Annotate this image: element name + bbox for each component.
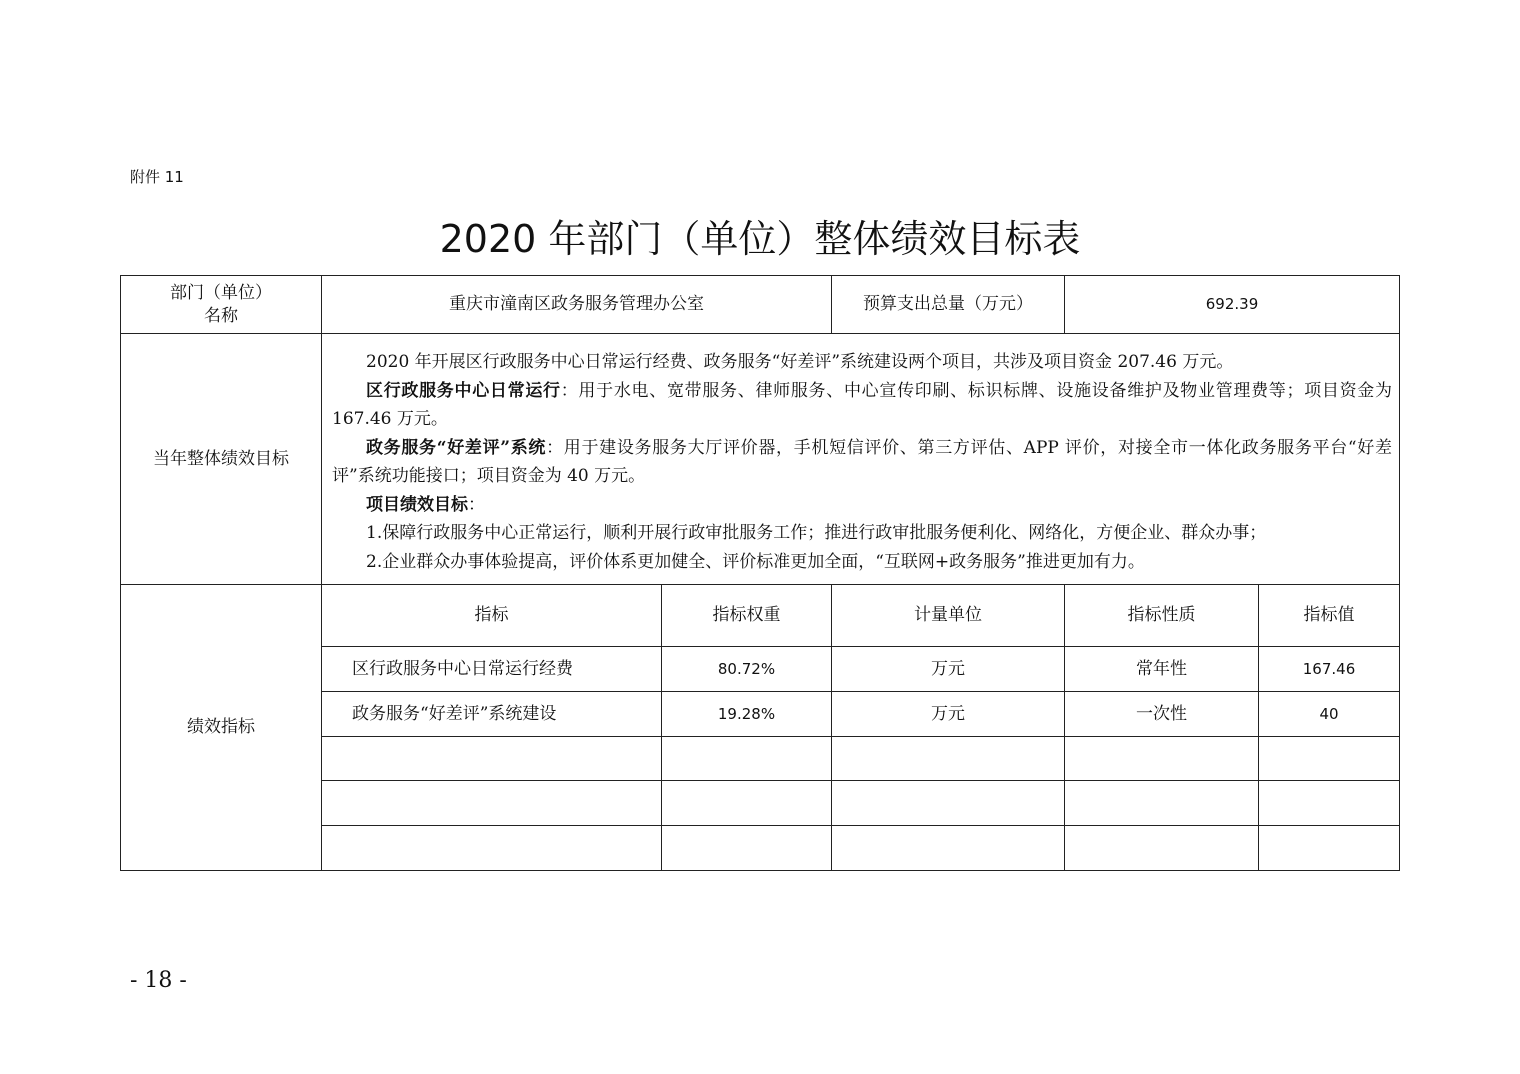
indicator-weight: 80.72% <box>717 659 776 678</box>
goal-item-rating-system <box>332 434 1392 491</box>
column-header-unit: 计量单位 <box>914 605 982 626</box>
indicator-unit: 万元 <box>931 703 965 724</box>
indicator-value: 40 <box>1319 704 1339 723</box>
column-header-indicator: 指标 <box>474 605 509 626</box>
row-divider <box>321 825 1400 826</box>
project-goals-heading <box>332 491 1392 520</box>
row-divider <box>321 780 1400 781</box>
indicator-weight: 19.28% <box>717 704 776 723</box>
project-goals-title: 项目绩效目标 <box>366 494 468 515</box>
indicator-nature: 常年性 <box>1136 658 1187 679</box>
annual-goal-label: 当年整体绩效目标 <box>153 448 289 469</box>
column-header-nature: 指标性质 <box>1127 605 1196 626</box>
goal-item-rating-system-title: 政务服务“好差评”系统 <box>366 437 547 458</box>
indicator-name: 政务服务“好差评”系统建设 <box>352 703 557 724</box>
indicator-name: 区行政服务中心日常运行经费 <box>352 658 573 679</box>
project-goal-2: 2.企业群众办事体验提高，评价体系更加健全、评价标准更加全面，“互联网+政务服务”推进更加有力。 <box>366 551 1145 572</box>
dept-name-label <box>121 276 321 333</box>
goal-item-operation <box>332 377 1392 434</box>
column-header-weight: 指标权重 <box>712 605 781 626</box>
dept-name-value: 重庆市潼南区政务服务管理办公室 <box>449 294 704 315</box>
dept-name-label-line1: 部门（单位） <box>170 282 272 303</box>
indicator-nature: 一次性 <box>1136 703 1187 724</box>
goal-intro: 2020 年开展区行政服务中心日常运行经费、政务服务“好差评”系统建设两个项目，共涉及项目资金 207.46 万元。 <box>366 352 1234 372</box>
project-goal-1: 1.保障行政服务中心正常运行，顺利开展行政审批服务工作；推进行政审批服务便利化、网络化，方便企业、群众办事； <box>366 523 1267 543</box>
column-divider <box>321 275 322 871</box>
annual-goal-content <box>332 348 1392 576</box>
page-number: - 18 - <box>130 968 187 993</box>
document-title: 2020 年部门（单位）整体绩效目标表 <box>439 217 1081 261</box>
project-goals-colon: ： <box>468 494 485 515</box>
row-divider <box>321 736 1400 737</box>
indicator-unit: 万元 <box>931 658 965 679</box>
goal-item-operation-title: 区行政服务中心日常运行 <box>366 380 561 401</box>
attachment-label: 附件 11 <box>130 168 184 186</box>
budget-value: 692.39 <box>1205 295 1259 314</box>
column-header-value: 指标值 <box>1303 605 1355 626</box>
indicator-value: 167.46 <box>1302 659 1356 678</box>
dept-name-label-line2: 名称 <box>204 305 238 326</box>
goal-item-rating-system-body: ：用于建设务服务大厅评价器，手机短信评价、第三方评估、APP 评价，对接全市一体化政务服务平台“好差评”系统功能接口；项目资金为 40 万元。 <box>332 437 1392 486</box>
goal-item-operation-body: ：用于水电、宽带服务、律师服务、中心宣传印刷、标识标牌、设施设备维护及物业管理费等；项目资金为 167.46 万元。 <box>332 380 1393 429</box>
indicators-label: 绩效指标 <box>187 717 255 738</box>
budget-label: 预算支出总量（万元） <box>863 294 1033 315</box>
